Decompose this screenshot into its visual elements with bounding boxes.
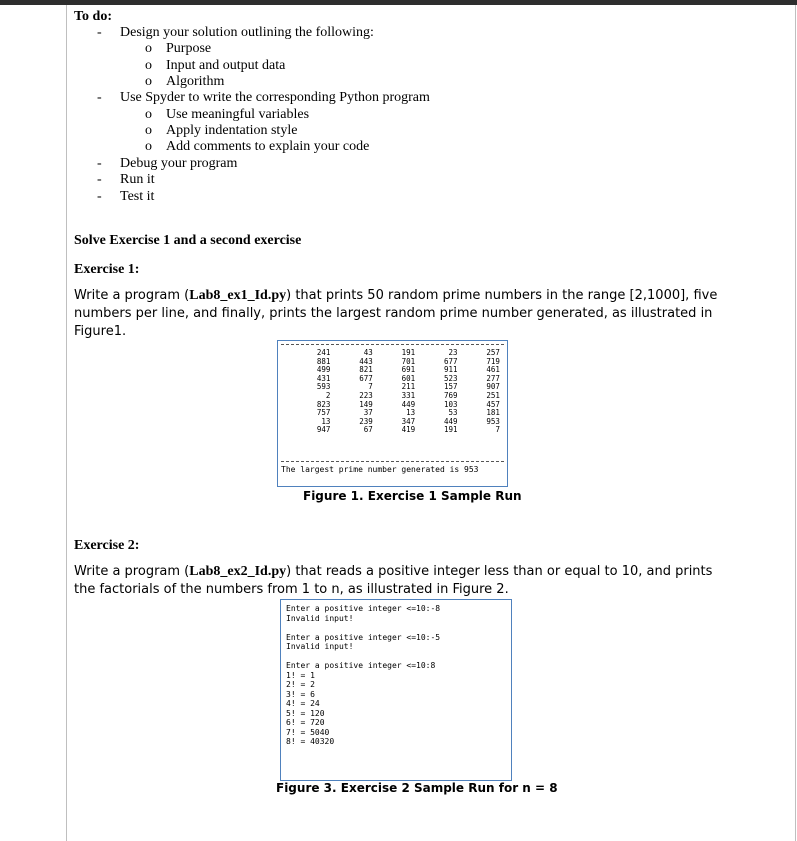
- todo-subitem: Purpose: [166, 41, 212, 56]
- prime-value: 13: [406, 408, 416, 418]
- console-line: Enter a positive integer <=10:-8: [286, 604, 441, 613]
- output-row: [288, 383, 500, 392]
- exercise2-heading: Exercise 2:: [74, 538, 140, 553]
- console-line: 3! = 6: [286, 689, 315, 699]
- todo-subitem: Algorithm: [166, 74, 225, 89]
- output-row: [288, 426, 500, 435]
- figure3-caption: Figure 3. Exercise 2 Sample Run for n = 8: [276, 781, 558, 795]
- prime-value: 431: [316, 373, 331, 383]
- prime-number-grid: [288, 349, 500, 435]
- prime-value: 677: [359, 373, 373, 383]
- console-line: 4! = 24: [286, 699, 320, 708]
- dash-bullet: -: [97, 189, 102, 204]
- prime-value: 719: [486, 356, 500, 366]
- exercise1-description: [74, 287, 724, 341]
- prime-value: 67: [363, 425, 373, 435]
- prime-value: 23: [448, 348, 458, 357]
- prime-value: 821: [359, 365, 373, 375]
- prime-value: 601: [401, 373, 416, 383]
- prime-value: 701: [401, 356, 416, 366]
- prime-value: 499: [316, 365, 331, 375]
- todo-item: Debug your program: [120, 156, 238, 171]
- prime-value: 881: [316, 356, 331, 366]
- prime-value: 2: [325, 390, 331, 400]
- prime-value: 223: [359, 390, 373, 400]
- todo-subitem: Input and output data: [166, 58, 286, 73]
- prime-value: 947: [316, 425, 331, 435]
- prime-value: 911: [444, 365, 458, 375]
- output-row: [288, 409, 500, 418]
- circle-bullet: o: [145, 123, 152, 138]
- dash-bullet: -: [97, 156, 102, 171]
- console-line: Enter a positive integer <=10:-5: [286, 632, 441, 642]
- prime-value: 103: [444, 399, 458, 409]
- largest-prime-line: The largest prime number generated is 953: [281, 465, 479, 474]
- figure1-caption: Figure 1. Exercise 1 Sample Run: [303, 489, 522, 503]
- exercise2-filename: Lab8_ex2_Id.py: [189, 564, 287, 579]
- prime-value: 523: [444, 373, 458, 383]
- console-line: 1! = 1: [286, 670, 315, 680]
- exercise2-text-before: Write a program (: [74, 564, 190, 579]
- exercise1-text-after: ) that prints 50 random prime numbers in the range [2,1000], five numbers per line, and finally, prints the largest random prime number generated, as illustrated in Figure1.: [74, 288, 718, 339]
- prime-value: 677: [444, 356, 458, 366]
- exercise1-filename: Lab8_ex1_Id.py: [189, 288, 287, 303]
- prime-value: 191: [444, 425, 458, 435]
- circle-bullet: o: [145, 107, 152, 122]
- exercise1-sample-output: [277, 340, 508, 487]
- todo-title: To do:: [74, 9, 113, 24]
- circle-bullet: o: [145, 139, 152, 154]
- prime-value: 449: [401, 399, 416, 409]
- prime-value: 757: [316, 408, 331, 418]
- todo-item: Run it: [120, 172, 155, 187]
- todo-subitem: Use meaningful variables: [166, 107, 310, 122]
- exercise2-sample-output: [280, 599, 512, 781]
- prime-value: 277: [486, 373, 500, 383]
- console-line: Invalid input!: [286, 642, 354, 651]
- exercise2-text-after: ) that reads a positive integer less than or equal to 10, and prints the factorials of the numbers from 1 to n, as illustrated in Figure 2.: [74, 564, 713, 597]
- prime-value: 449: [444, 416, 458, 426]
- prime-value: 443: [359, 356, 373, 366]
- console-line: Invalid input!: [286, 613, 354, 623]
- prime-value: 331: [401, 390, 416, 400]
- prime-value: 251: [486, 390, 500, 400]
- prime-value: 419: [401, 425, 416, 435]
- prime-value: 211: [401, 382, 416, 392]
- prime-value: 53: [448, 408, 458, 418]
- prime-value: 13: [321, 416, 331, 426]
- prime-value: 823: [316, 399, 331, 409]
- console-line: Enter a positive integer <=10:8: [286, 661, 436, 670]
- prime-value: 241: [316, 348, 331, 357]
- prime-value: 37: [363, 408, 373, 418]
- prime-value: 593: [316, 382, 331, 392]
- console-line: 8! = 40320: [286, 737, 335, 746]
- prime-value: 347: [401, 416, 416, 426]
- console-line: 6! = 720: [286, 718, 325, 727]
- console-line: 7! = 5040: [286, 727, 330, 737]
- prime-value: 7: [368, 382, 373, 392]
- todo-subitem: Apply indentation style: [166, 123, 298, 138]
- todo-subitem: Add comments to explain your code: [166, 139, 370, 154]
- prime-value: 149: [359, 399, 373, 409]
- prime-value: 239: [359, 416, 373, 426]
- console-line: 2! = 2: [286, 680, 315, 689]
- prime-value: 43: [363, 348, 373, 357]
- dash-bullet: -: [97, 90, 102, 105]
- prime-value: 769: [444, 390, 458, 400]
- prime-value: 907: [486, 382, 500, 392]
- todo-item: Test it: [120, 189, 155, 204]
- console-line: 5! = 120: [286, 708, 325, 718]
- circle-bullet: o: [145, 41, 152, 56]
- solve-heading: Solve Exercise 1 and a second exercise: [74, 233, 302, 248]
- dashed-divider: [281, 344, 504, 345]
- prime-value: 7: [495, 425, 500, 435]
- prime-value: 157: [444, 382, 458, 392]
- circle-bullet: o: [145, 74, 152, 89]
- dash-bullet: -: [97, 172, 102, 187]
- exercise1-heading: Exercise 1:: [74, 262, 140, 277]
- exercise2-description: [74, 563, 724, 599]
- todo-item: Use Spyder to write the corresponding Python program: [120, 90, 430, 105]
- prime-value: 461: [486, 365, 500, 375]
- todo-item: Design your solution outlining the following:: [120, 25, 374, 40]
- dashed-divider: [281, 461, 504, 462]
- prime-value: 457: [486, 399, 500, 409]
- prime-value: 691: [401, 365, 416, 375]
- circle-bullet: o: [145, 58, 152, 73]
- prime-value: 191: [401, 348, 416, 357]
- prime-value: 953: [486, 416, 500, 426]
- prime-value: 181: [486, 408, 500, 418]
- prime-value: 257: [486, 348, 500, 357]
- dash-bullet: -: [97, 25, 102, 40]
- exercise1-text-before: Write a program (: [74, 288, 190, 303]
